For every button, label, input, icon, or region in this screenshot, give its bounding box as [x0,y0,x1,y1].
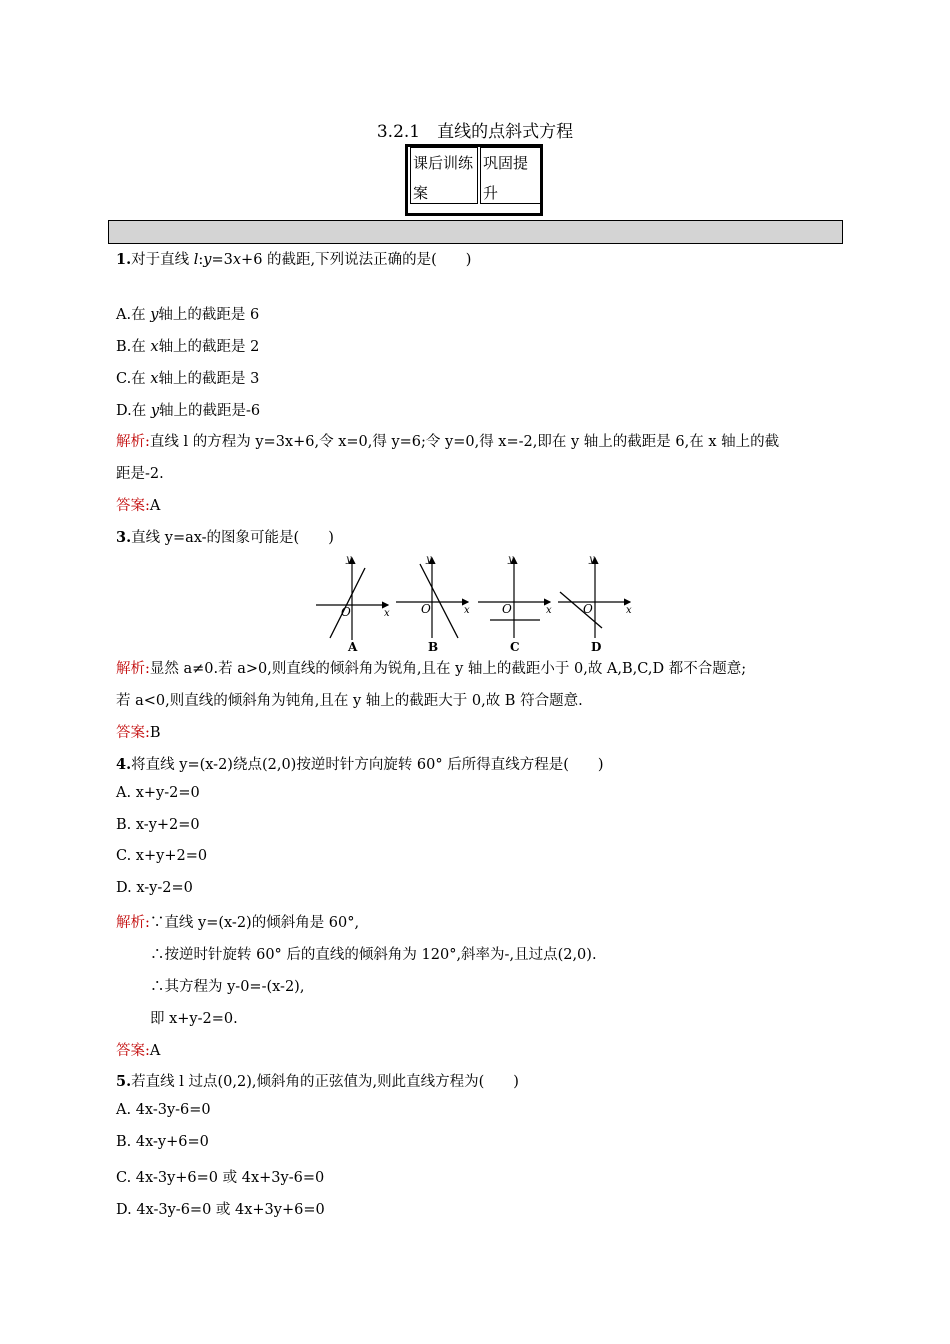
section-bar [108,220,843,244]
q3-answer: 答案:B [116,725,161,741]
q4-stem: 4.将直线 y=(x-2)绕点(2,0)按逆时针方向旋转 60° 后所得直线方程是( ) [116,756,604,773]
q4-option-c: C. x+y+2=0 [116,848,208,864]
q3-analysis-1: 解析:显然 a≠0.若 a>0,则直线的倾斜角为锐角,且在 y 轴上的截距小于 0,故 A,B,C,D 都不合题意; [116,661,747,677]
svg-text:y: y [346,554,352,565]
q1-option-a: A.在 y轴上的截距是 6 [116,307,260,323]
svg-text:x: x [626,605,632,616]
q5-stem: 5.若直线 l 过点(0,2),倾斜角的正弦值为,则此直线方程为( ) [116,1073,519,1090]
q3-graphs [310,550,640,652]
svg-text:y: y [508,554,514,565]
q4-analysis-2: ∴按逆时针旋转 60° 后的直线的倾斜角为 120°,斜率为-,且过点(2,0). [150,947,597,963]
q3-stem: 3.直线 y=ax-的图象可能是( ) [116,529,334,546]
q4-analysis-3: ∴其方程为 y-0=-(x-2), [150,979,305,995]
q5-option-d: D. 4x-3y-6=0 或 4x+3y+6=0 [116,1202,325,1218]
svg-text:x: x [546,605,552,616]
header-cell-practice: 课后训练案 [410,147,478,204]
svg-text:x: x [464,605,470,616]
svg-text:A: A [348,640,358,652]
q3-analysis-2: 若 a<0,则直线的倾斜角为钝角,且在 y 轴上的截距大于 0,故 B 符合题意. [116,693,583,709]
svg-text:B: B [428,640,439,652]
svg-text:C: C [510,640,520,652]
q4-option-b: B. x-y+2=0 [116,817,200,833]
graph-b [396,554,470,652]
graph-c [478,554,552,652]
svg-text:y: y [589,554,595,565]
q1-option-c: C.在 x轴上的截距是 3 [116,371,260,387]
header-cell-consolidate: 巩固提升 [480,147,542,204]
q1-option-b: B.在 x轴上的截距是 2 [116,339,260,355]
q1-answer: 答案:A [116,498,161,514]
q5-option-c: C. 4x-3y+6=0 或 4x+3y-6=0 [116,1170,325,1186]
q1-analysis-2: 距是-2. [116,466,164,482]
svg-text:D: D [591,640,602,652]
q4-analysis-4: 即 x+y-2=0. [150,1011,238,1027]
q5-option-b: B. 4x-y+6=0 [116,1134,209,1150]
q1-option-d: D.在 y轴上的截距是-6 [116,403,261,419]
svg-text:O: O [341,605,351,619]
svg-text:O: O [421,602,431,616]
q5-option-a: A. 4x-3y-6=0 [116,1102,211,1118]
header-table [405,144,543,216]
q4-option-a: A. x+y-2=0 [116,785,200,801]
q4-answer: 答案:A [116,1043,161,1059]
q1-stem: 1.对于直线 l:y=3x+6 的截距,下列说法正确的是( ) [116,251,472,268]
q1-analysis-1: 解析:直线 l 的方程为 y=3x+6,令 x=0,得 y=6;令 y=0,得 x=-2,即在 y 轴上的截距是 6,在 x 轴上的截 [116,434,780,450]
q4-option-d: D. x-y-2=0 [116,880,193,896]
svg-text:y: y [426,554,432,565]
svg-text:x: x [384,608,390,619]
page-title: 3.2.1 直线的点斜式方程 [376,122,574,142]
svg-text:O: O [502,602,512,616]
graph-d [558,554,632,652]
graph-a [316,554,390,652]
q4-analysis-1: 解析:∵直线 y=(x-2)的倾斜角是 60°, [116,915,360,931]
svg-text:O: O [583,602,593,616]
